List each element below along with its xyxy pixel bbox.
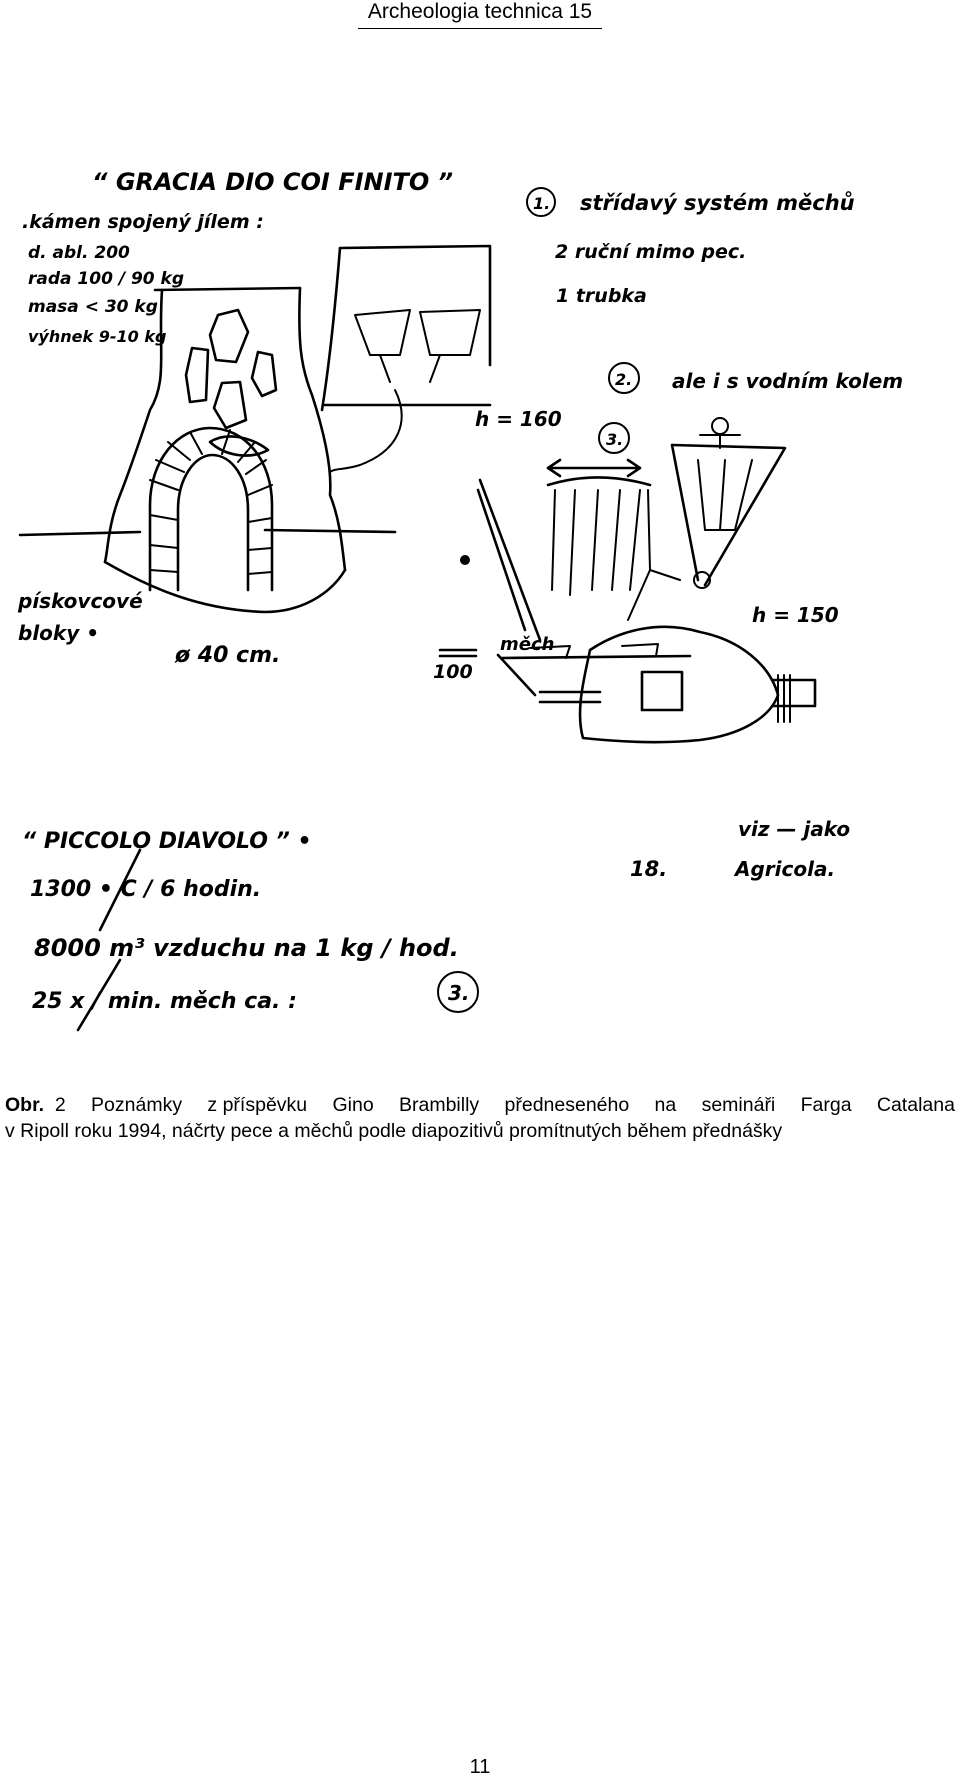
caption-word: Poznámky — [91, 1094, 183, 1116]
bellows-bag-2 — [420, 310, 480, 355]
bellows-top-bar — [548, 478, 650, 486]
bellows-group-sketch — [440, 418, 785, 658]
caption-word: předneseného — [504, 1094, 630, 1116]
note-sandstone-2: bloky • — [18, 621, 99, 645]
stone-1 — [210, 310, 248, 362]
figure-caption — [5, 1092, 955, 1144]
bellows-pipes — [330, 355, 440, 472]
caption-line-1 — [5, 1092, 955, 1118]
note-h-150: h = 150 — [752, 603, 839, 627]
label-pointer — [498, 655, 535, 695]
note-temp: 1300 • C / 6 hodin. — [30, 877, 262, 902]
caption-word: na — [654, 1094, 677, 1116]
caption-line-2: v Ripoll roku 1994, náčrty pece a měchů podle diapozitivů promítnutých během přednášky — [5, 1120, 783, 1142]
ground-line-right — [265, 530, 395, 532]
note-h-160: h = 160 — [475, 407, 562, 431]
caption-word: Brambilly — [399, 1094, 480, 1116]
page-number: 11 — [469, 1756, 491, 1778]
note-system-3: 1 trubka — [556, 285, 647, 307]
bellows-frame-sketch — [322, 246, 490, 472]
note-times: 25 x / min. měch ca. : — [32, 989, 297, 1014]
bellows-pleats — [552, 490, 640, 595]
note-system-1: střídavý systém měchů — [580, 191, 855, 215]
frame-top — [340, 246, 490, 365]
bellows-base — [502, 656, 690, 658]
note-piccolo: “ PICCOLO DIAVOLO ” • — [22, 829, 312, 854]
valve-box — [642, 672, 682, 710]
note-circle-1: 1. — [533, 194, 551, 213]
stone-3 — [252, 352, 276, 396]
running-header — [0, 0, 960, 29]
note-circle-2: 2. — [615, 370, 633, 389]
lever-arm — [478, 480, 540, 640]
bellows-right-edge — [628, 490, 680, 620]
note-stone-5: výhnek 9-10 kg — [28, 327, 167, 346]
cone-left-edge — [672, 445, 698, 580]
arch-inner — [178, 455, 248, 590]
handwritten-sketch-figure — [0, 150, 960, 1050]
note-stone-2: d. abl. 200 — [28, 243, 130, 263]
stone-4 — [214, 382, 246, 428]
note-agricola-1: viz — jako — [738, 817, 851, 841]
note-sandstone-1: pískovcové — [18, 589, 143, 613]
cone-handle-top — [712, 418, 728, 434]
note-stone-1: .kámen spojený jílem : — [22, 211, 264, 233]
stone-2 — [186, 348, 208, 402]
note-circle-3b: 3. — [448, 981, 470, 1005]
base-left-mark — [440, 650, 476, 656]
stone-5 — [210, 436, 268, 455]
bellows-bag-1 — [355, 310, 410, 355]
note-also: ale i s vodním kolem — [672, 369, 904, 393]
note-agricola-2: Agricola. — [735, 857, 836, 881]
note-diameter: ø 40 cm. — [175, 643, 281, 668]
note-dim-100: 100 — [433, 661, 473, 683]
note-air: 8000 m³ vzduchu na 1 kg / hod. — [34, 934, 459, 962]
caption-word: Farga — [800, 1094, 852, 1116]
frame-left — [322, 248, 340, 410]
caption-word: Gino — [332, 1094, 374, 1116]
caption-label: Obr. 2 — [5, 1094, 66, 1116]
note-circle-3: 3. — [606, 430, 624, 449]
bellows-outline — [580, 627, 778, 742]
ground-line-left — [20, 532, 140, 535]
caption-word: z příspěvku — [207, 1094, 308, 1116]
handle-rod — [540, 692, 600, 702]
nozzle-bands — [778, 675, 790, 722]
note-title-quote: “ GRACIA DIO COI FINITO ” — [92, 168, 454, 196]
caption-word: semináři — [701, 1094, 776, 1116]
caption-word: Catalana — [876, 1094, 955, 1116]
note-stone-3: rada 100 / 90 kg — [28, 269, 184, 289]
note-bellows: měch — [500, 634, 555, 655]
arch-voussoirs — [150, 430, 272, 574]
journal-title: Archeologia technica 15 — [358, 0, 602, 29]
note-dim-18: 18. — [630, 857, 668, 881]
note-stone-4: masa < 30 kg — [28, 297, 158, 317]
sketch-drawing — [0, 150, 960, 1050]
note-system-2: 2 ruční mimo pec. — [555, 241, 747, 263]
cone-outline — [672, 445, 785, 585]
dimension-arrow-160 — [548, 460, 640, 476]
furnace-right-wall — [299, 288, 345, 570]
ink-dot — [460, 555, 470, 565]
arch-outer — [150, 428, 272, 590]
